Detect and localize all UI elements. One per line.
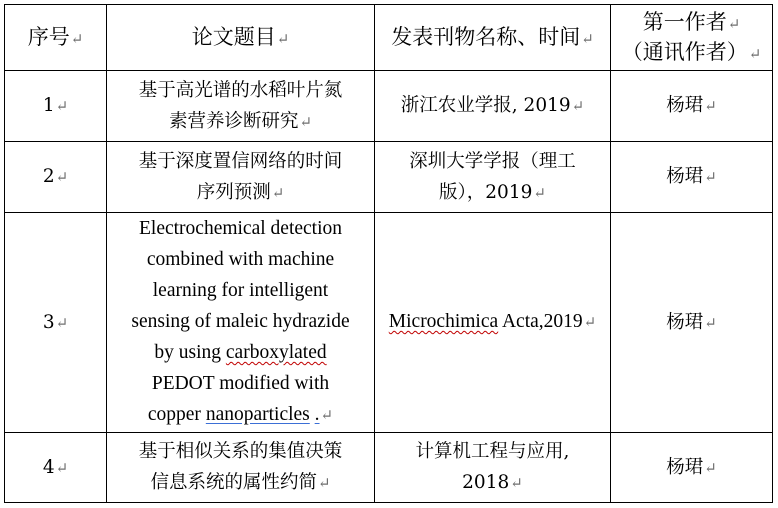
header-venue: 发表刊物名称、时间↵ xyxy=(375,5,611,71)
row-venue: 深圳大学学报（理工 版），2019↵ xyxy=(375,142,611,213)
publications-table xyxy=(4,4,773,503)
header-author: 第一作者↵ （通讯作者）↵ xyxy=(611,5,773,71)
row-venue: 浙江农业学报, 2019↵ xyxy=(375,71,611,142)
row-title: Electrochemical detection combined with machine learning for intelligent sensing of maleic hydrazide by using carboxylated PEDOT modified with copper nanoparticles .↵ xyxy=(107,213,375,433)
row-venue: 计算机工程与应用, 2018↵ xyxy=(375,433,611,503)
row-venue: Microchimica Acta,2019↵ xyxy=(375,213,611,433)
table-row xyxy=(5,433,773,503)
header-row xyxy=(5,5,773,71)
row-author: 杨珺↵ xyxy=(611,71,773,142)
table-row xyxy=(5,71,773,142)
row-title: 基于深度置信网络的时间 序列预测↵ xyxy=(107,142,375,213)
row-author: 杨珺↵ xyxy=(611,213,773,433)
row-seq: 1↵ xyxy=(5,71,107,142)
row-author: 杨珺↵ xyxy=(611,142,773,213)
row-seq: 4↵ xyxy=(5,433,107,503)
table-row xyxy=(5,213,773,433)
row-title: 基于高光谱的水稻叶片氮 素营养诊断研究↵ xyxy=(107,71,375,142)
row-seq: 2↵ xyxy=(5,142,107,213)
row-author: 杨珺↵ xyxy=(611,433,773,503)
row-title: 基于相似关系的集值决策 信息系统的属性约简↵ xyxy=(107,433,375,503)
table-row xyxy=(5,142,773,213)
row-seq: 3↵ xyxy=(5,213,107,433)
header-seq: 序号↵ xyxy=(5,5,107,71)
header-title: 论文题目↵ xyxy=(107,5,375,71)
